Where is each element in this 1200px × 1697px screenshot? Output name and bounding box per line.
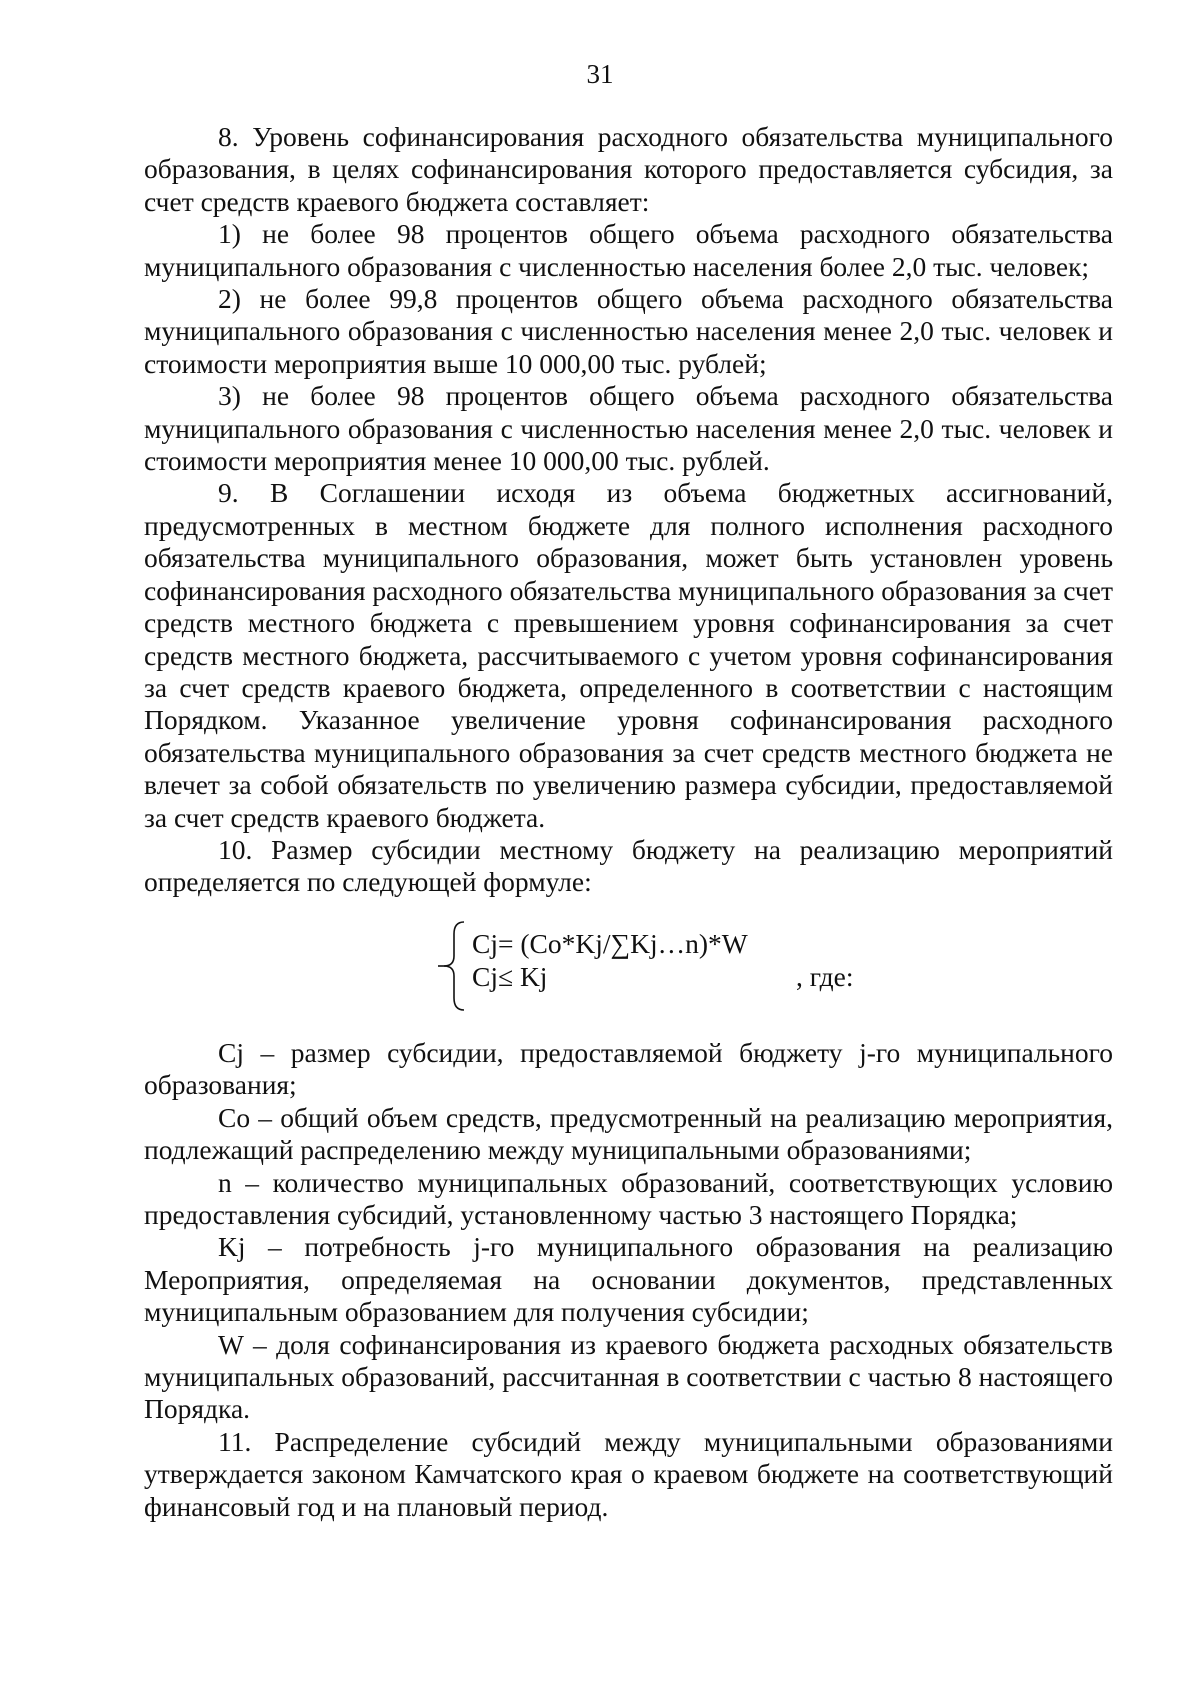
definition-w: W – доля софинансирования из краевого бюджета расходных обязательств муниципальных образований, рассчитанная в соответствии с частью 8 настоящего Порядка. xyxy=(144,1328,1113,1425)
body-text-top xyxy=(144,121,1113,899)
definition-co: Co – общий объем средств, предусмотренный на реализацию мероприятия, подлежащий распределению между муниципальными образованиями; xyxy=(144,1101,1113,1166)
definition-n: n – количество муниципальных образований, соответствующих условию предоставления субсидий, установленному частью 3 настоящего Порядка; xyxy=(144,1166,1113,1231)
page-number: 31 xyxy=(586,59,614,89)
paragraph-item-11: 11. Распределение субсидий между муниципальными образованиями утверждается законом Камчатского края о краевом бюджете на соответствующий финансовый год и на плановый период. xyxy=(144,1425,1113,1522)
formula-line-1: Cj= (Co*Kj/∑Kj…n)*W xyxy=(472,928,748,959)
formula-where-label: , где: xyxy=(796,961,854,992)
left-brace-icon xyxy=(430,918,470,1014)
paragraph-item-8-1: 1) не более 98 процентов общего объема расходного обязательства муниципального образования с численностью населения более 2,0 тыс. человек; xyxy=(144,218,1113,282)
definition-kj: Kj – потребность j-го муниципального образования на реализацию Мероприятия, определяемая на основании документов, представленных муниципальным образованием для получения субсидии; xyxy=(144,1231,1113,1328)
paragraph-item-8-2: 2) не более 99,8 процентов общего объема расходного обязательства муниципального образования с численностью населения менее 2,0 тыс. человек и стоимости мероприятия выше 10 000,00 тыс. рублей; xyxy=(144,283,1113,379)
paragraph-item-10: 10. Размер субсидии местному бюджету на реализацию мероприятий определяется по следующей формуле: xyxy=(144,833,1113,898)
formula-line-2: Cj≤ Kj xyxy=(472,961,548,992)
definition-cj: Cj – размер субсидии, предоставляемой бюджету j-го муниципального образования; xyxy=(144,1037,1113,1101)
body-text-definitions xyxy=(144,1037,1113,1523)
paragraph-item-8-3: 3) не более 98 процентов общего объема расходного обязательства муниципального образования с численностью населения менее 2,0 тыс. человек и стоимости мероприятия менее 10 000,00 тыс. рублей. xyxy=(144,380,1113,477)
paragraph-item-8: 8. Уровень софинансирования расходного обязательства муниципального образования, в целях софинансирования которого предоставляется субсидия, за счет средств краевого бюджета составляет: xyxy=(144,121,1113,217)
subsidy-formula xyxy=(430,918,900,1018)
paragraph-item-9: 9. В Соглашении исходя из объема бюджетных ассигнований, предусмотренных в местном бюджете для полного исполнения расходного обязательства муниципального образования, может быть установлен уровень софинансирования расходного обязательства муниципального образования за счет средств местного бюджета с превышением уровня софинансирования за счет средств местного бюджета, рассчитываемого с учетом уровня софинансирования за счет средств краевого бюджета, определенного в соответствии с настоящим Порядком. Указанное увеличение уровня софинансирования расходного обязательства муниципального образования за счет средств местного бюджета не влечет за собой обязательств по увеличению размера субсидии, предоставляемой за счет средств краевого бюджета. xyxy=(144,477,1113,833)
